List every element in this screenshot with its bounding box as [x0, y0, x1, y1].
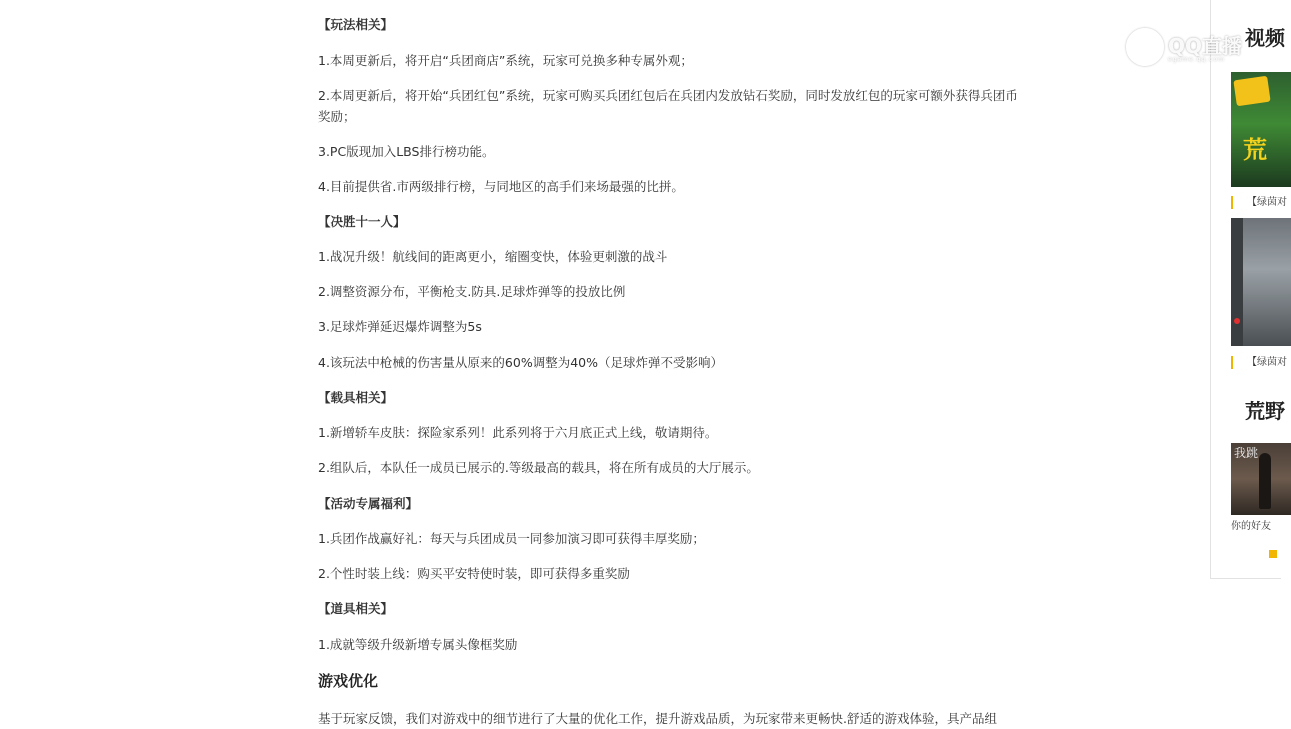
section-heading-vehicles: 【载具相关】: [318, 390, 394, 405]
thumbnail-text: 我跳: [1234, 446, 1259, 460]
article-paragraph: 1.成就等级升级新增专属头像框奖励: [318, 637, 518, 652]
thumbnail-text: 荒: [1243, 136, 1267, 164]
section-title-optimization: 游戏优化: [318, 672, 379, 690]
right-sidebar: [1210, 0, 1287, 579]
sidebar-title-wild: 荒野: [1245, 399, 1285, 423]
section-heading-gameplay: 【玩法相关】: [318, 17, 394, 32]
article-paragraph: 2.本周更新后，将开始“兵团红包”系统，玩家可购买兵团红包后在兵团内发放钻石奖励，同时发放红包的玩家可额外获得兵团币奖励；: [318, 88, 1018, 124]
record-dot-icon: [1234, 318, 1240, 324]
article-paragraph-cutoff: 基于玩家反馈，我们对游戏中的细节进行了大量的优化工作，提升游戏品质，为玩家带来更畅快.舒适的游戏体验，具产品组: [318, 711, 997, 726]
section-heading-eleven: 【决胜十一人】: [318, 214, 406, 229]
player-figure: [1259, 453, 1271, 509]
watermark-url: egame.qq.com: [1168, 56, 1225, 63]
video-caption[interactable]: 【绿茵对: [1231, 356, 1287, 369]
article-paragraph: 2.组队后，本队任一成员已展示的.等级最高的载具，将在所有成员的大厅展示。: [318, 460, 759, 475]
article-paragraph: 4.目前提供省.市两级排行榜，与同地区的高手们来场最强的比拼。: [318, 179, 684, 194]
video-thumbnail[interactable]: [1231, 443, 1291, 515]
video-thumbnail[interactable]: [1231, 72, 1291, 187]
section-heading-items: 【道具相关】: [318, 601, 394, 616]
article-paragraph: 1.新增轿车皮肤：探险家系列！此系列将于六月底正式上线，敬请期待。: [318, 425, 718, 440]
sidebar-title-video: 视频: [1245, 26, 1285, 50]
article-paragraph: 1.战况升级！航线间的距离更小，缩圈变快，体验更刺激的战斗: [318, 249, 668, 264]
qq-logo-icon: [1126, 28, 1164, 66]
video-caption[interactable]: 【绿茵对: [1231, 196, 1287, 209]
pager-dot[interactable]: [1269, 550, 1277, 558]
article-paragraph: 3.PC版现加入LBS排行榜功能。: [318, 144, 495, 159]
article-paragraph: 2.个性时装上线：购买平安特使时装，即可获得多重奖励: [318, 566, 630, 581]
thumbnail-sidebar-strip: [1231, 218, 1243, 346]
article-paragraph: 2.调整资源分布，平衡枪支.防具.足球炸弹等的投放比例: [318, 284, 626, 299]
video-thumbnail[interactable]: [1231, 218, 1291, 346]
article-paragraph: 3.足球炸弹延迟爆炸调整为5s: [318, 319, 482, 334]
article-paragraph: 1.本周更新后，将开启“兵团商店”系统，玩家可兑换多种专属外观；: [318, 53, 693, 68]
watermark-logo: [1126, 26, 1246, 66]
watermark-text: QQ直播: [1168, 34, 1243, 58]
article-paragraph: 4.该玩法中枪械的伤害量从原来的60%调整为40%（足球炸弹不受影响）: [318, 355, 723, 370]
section-heading-events: 【活动专属福利】: [318, 496, 419, 511]
article-paragraph: 1.兵团作战赢好礼：每天与兵团成员一同参加演习即可获得丰厚奖励；: [318, 531, 705, 546]
video-caption[interactable]: 你的好友: [1231, 521, 1271, 532]
badge-icon: [1233, 76, 1270, 106]
